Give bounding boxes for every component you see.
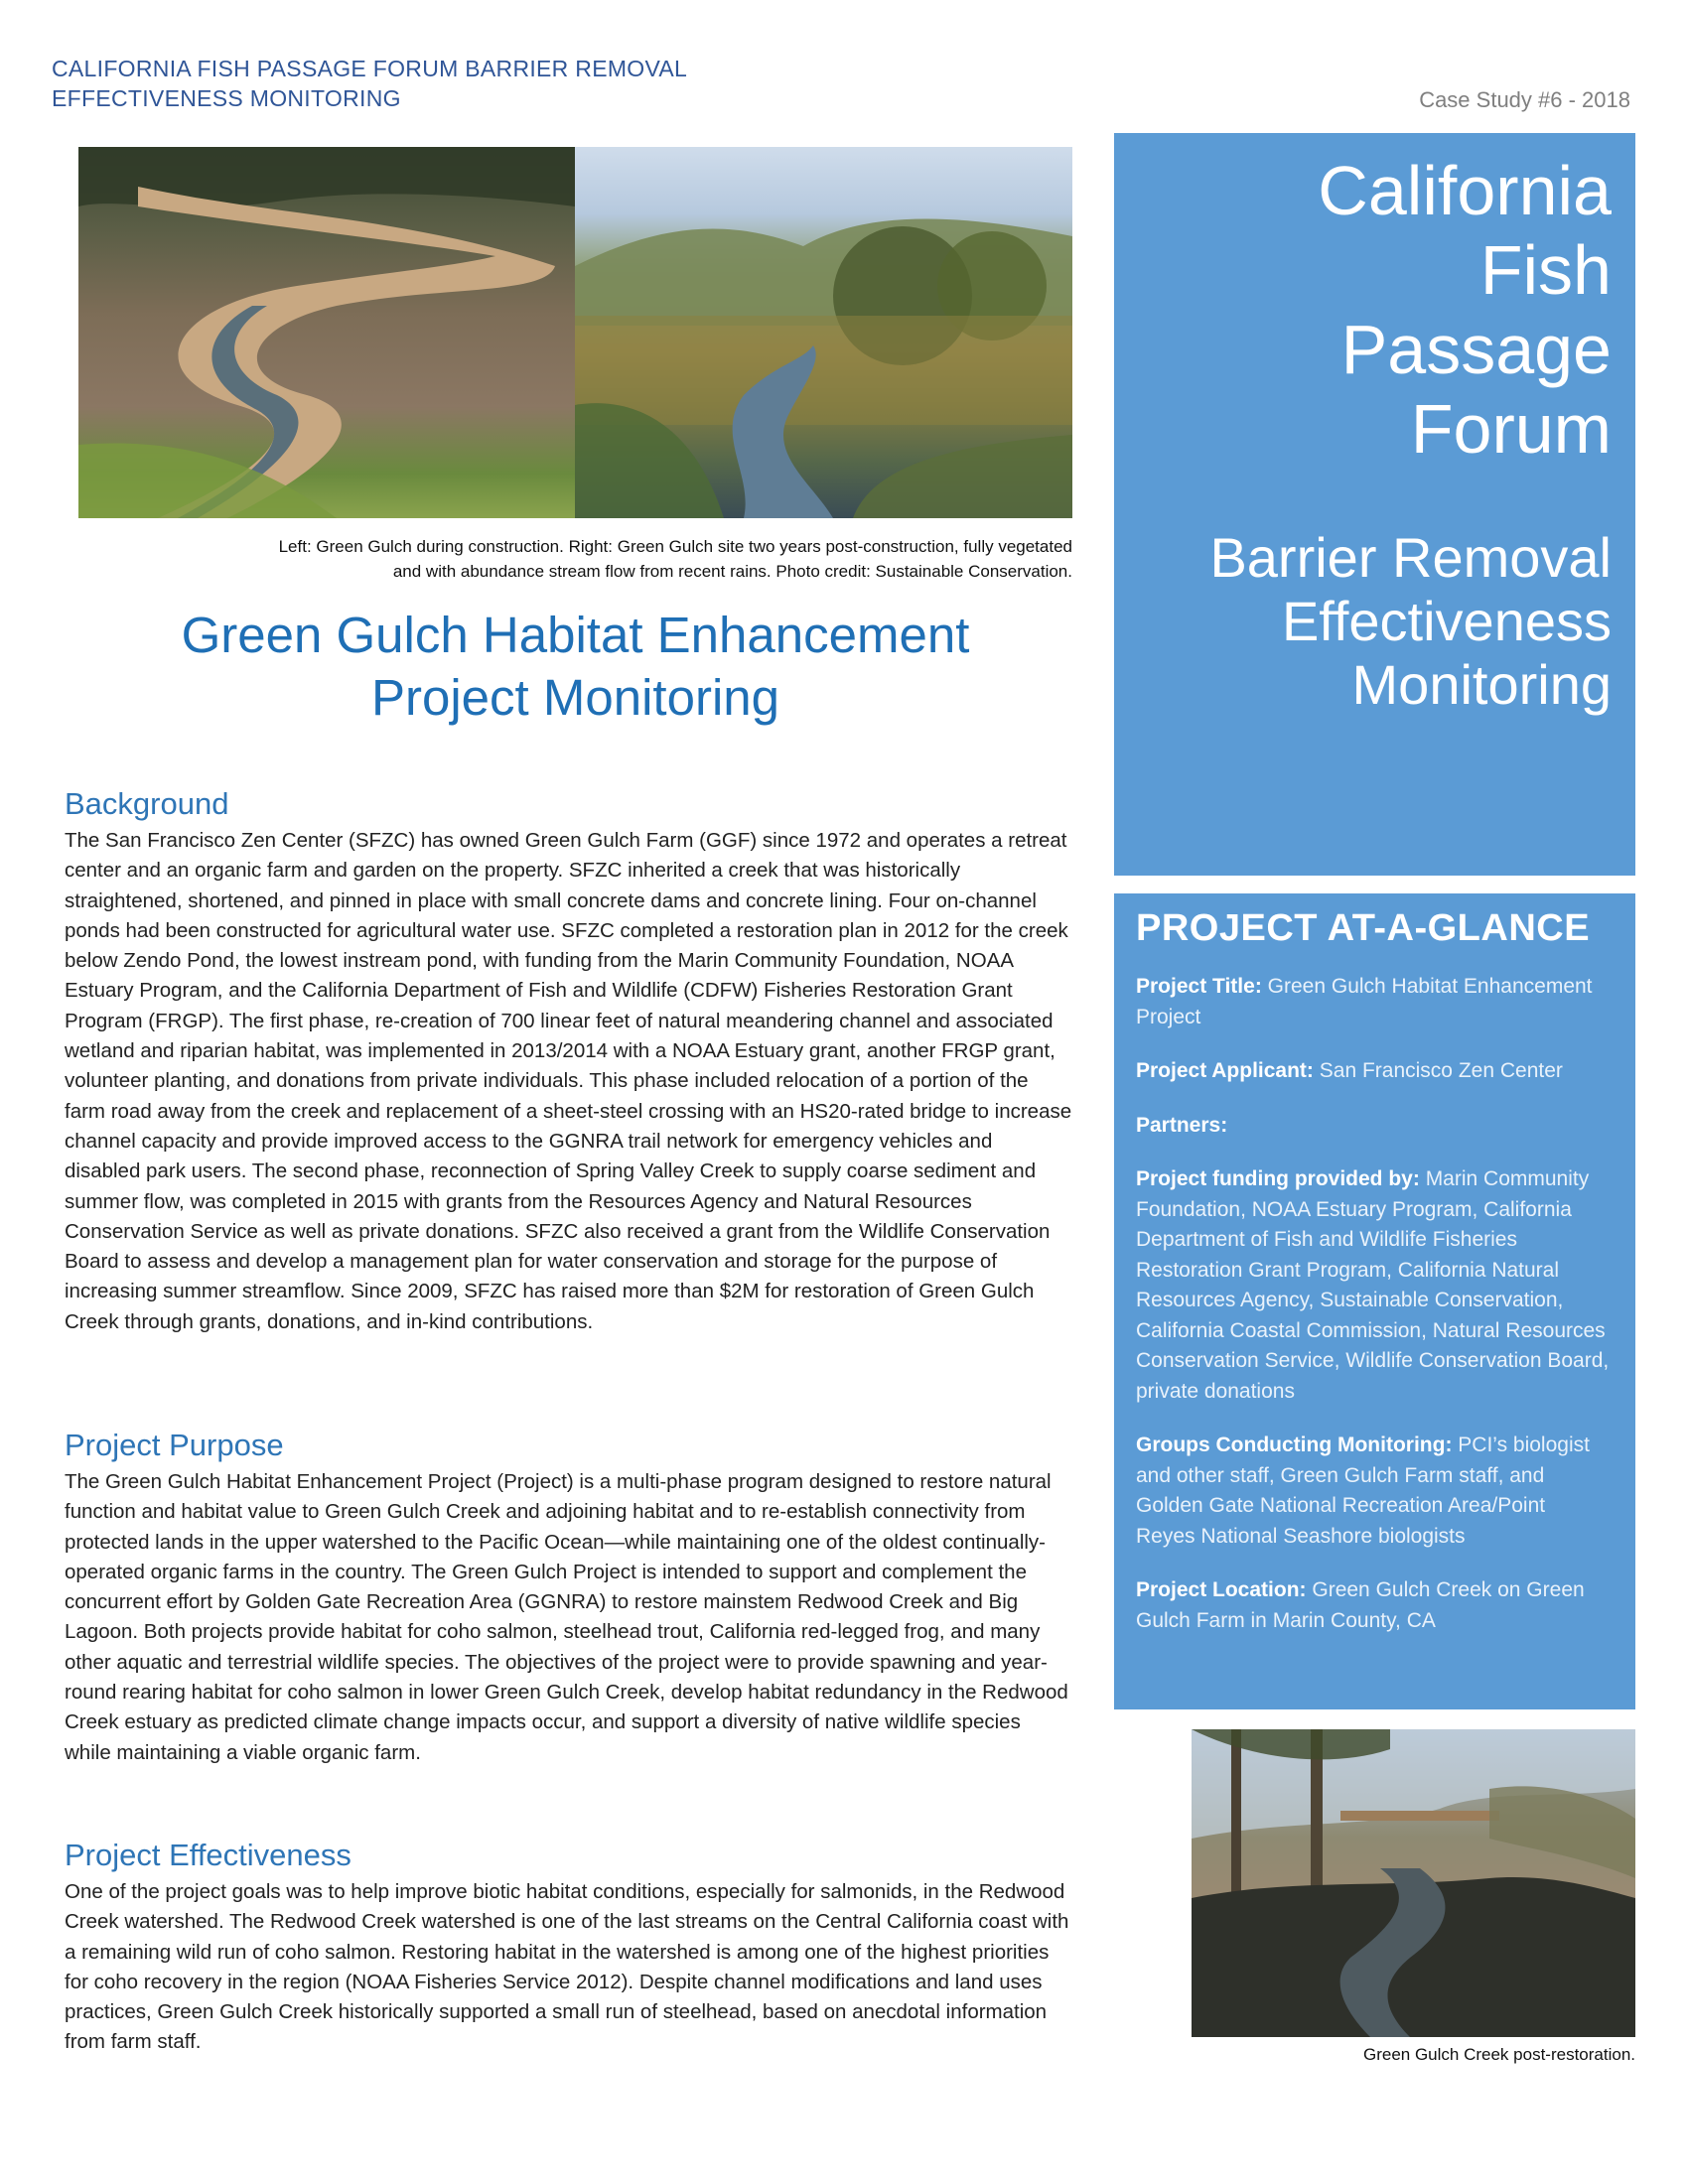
effectiveness-text: One of the project goals was to help improve biotic habitat conditions, especially for salmonids, in the Redwood Creek watershed. The Redwood Creek watershed is one of the last streams on the Central California coast with a remaining wild run of coho salmon. Restoring habitat in the watershed is among one of the highest priorities for coho recovery in the region (NOAA Fisheries Service 2012). Despite channel modifications and land uses practices, Green Gulch Creek historically supported a small run of steelhead, based on anecdotal information from farm staff. <box>65 1880 1069 2054</box>
forum-subtitle-line: Monitoring <box>1351 653 1612 716</box>
glance-value: PCI’s biologist and other staff, Green Gulch Farm staff, and Golden Gate National Recreation Area/Point Reyes National Seashore biologists <box>1136 1433 1590 1548</box>
forum-name-line: Forum <box>1410 390 1612 468</box>
document-header <box>52 54 767 113</box>
post-restoration-photo <box>1192 1729 1635 2037</box>
glance-value: Marin Community Foundation, NOAA Estuary Program, California Department of Fish and Wildlife Fisheries Restoration Grant Program, California Natural Resources Agency, Sustainable Conservation, California Coastal Commission, Natural Resources Conservation Service, Wildlife Conservation Board, private donations <box>1136 1167 1610 1403</box>
glance-item-funding <box>1136 1164 1610 1407</box>
post-construction-photo <box>575 147 1072 518</box>
forum-name-line: Passage <box>1340 311 1612 388</box>
glance-label: Project Title: <box>1136 975 1262 998</box>
top-photo-pair <box>78 147 1072 518</box>
glance-item-applicant <box>1136 1056 1610 1087</box>
header-line-2: EFFECTIVENESS MONITORING <box>52 85 401 111</box>
glance-value: Green Gulch Habitat Enhancement Project <box>1136 975 1593 1028</box>
top-caption-line-1: Left: Green Gulch during construction. Right: Green Gulch site two years post-construction, fully vegetated <box>278 537 1072 556</box>
top-photo-caption <box>78 534 1072 584</box>
purpose-heading: Project Purpose <box>65 1428 284 1462</box>
document-title <box>78 604 1072 729</box>
purpose-text: The Green Gulch Habitat Enhancement Project (Project) is a multi-phase program designed to restore natural function and habitat value to Green Gulch Creek and adjoining habitat and to re-establish connectivity from protected lands in the upper watershed to the Pacific Ocean—while maintaining one of the oldest continually-operated organic farms in the country. The Green Gulch Project is intended to support and complement the concurrent effort by Golden Gate Recreation Area (GGNRA) to restore mainstem Redwood Creek and Big Lagoon. Both projects provide habitat for coho salmon, steelhead trout, California red-legged frog, and many other aquatic and terrestrial wildlife species. The objectives of the project were to provide spawning and year-round rearing habitat for coho salmon in lower Green Gulch Creek, develop habitat redundancy in the Redwood Creek estuary as predicted climate change impacts occur, and support a diversity of native wildlife species while maintaining a viable organic farm. <box>65 1470 1068 1764</box>
forum-title-box <box>1114 133 1635 876</box>
glance-item-location <box>1136 1575 1610 1636</box>
glance-label: Partners: <box>1136 1113 1228 1137</box>
header-line-1: CALIFORNIA FISH PASSAGE FORUM BARRIER REMOVAL <box>52 56 688 81</box>
construction-photo <box>78 147 575 518</box>
title-line-2: Project Monitoring <box>370 669 779 726</box>
forum-subtitle <box>1114 526 1612 717</box>
glance-label: Project funding provided by: <box>1136 1167 1420 1190</box>
forum-subtitle-line: Effectiveness <box>1281 590 1612 652</box>
effectiveness-heading: Project Effectiveness <box>65 1838 352 1872</box>
forum-subtitle-line: Barrier Removal <box>1209 526 1612 589</box>
glance-heading: PROJECT AT-A-GLANCE <box>1136 907 1591 949</box>
glance-label: Groups Conducting Monitoring: <box>1136 1433 1453 1456</box>
bottom-photo-caption: Green Gulch Creek post-restoration. <box>1362 2045 1635 2064</box>
title-line-1: Green Gulch Habitat Enhancement <box>181 607 970 663</box>
top-caption-line-2: and with abundance stream flow from recent rains. Photo credit: Sustainable Conservation. <box>392 562 1072 581</box>
glance-label: Project Applicant: <box>1136 1059 1314 1082</box>
project-at-a-glance-box <box>1114 893 1635 1709</box>
glance-item-title <box>1136 972 1610 1032</box>
glance-value: Green Gulch Creek on Green Gulch Farm in Marin County, CA <box>1136 1578 1585 1632</box>
glance-value: San Francisco Zen Center <box>1319 1059 1563 1082</box>
glance-label: Project Location: <box>1136 1578 1307 1601</box>
glance-item-monitoring-groups <box>1136 1431 1610 1552</box>
forum-name-line: California <box>1318 152 1612 229</box>
background-heading: Background <box>65 786 229 821</box>
background-text: The San Francisco Zen Center (SFZC) has owned Green Gulch Farm (GGF) since 1972 and operates a retreat center and an organic farm and garden on the property. SFZC inherited a creek that was historically straightened, shortened, and pinned in place with small concrete dams and concrete lining. Four on-channel ponds had been constructed for agricultural water use. SFZC completed a restoration plan in 2012 for the creek below Zendo Pond, the lowest instream pond, with funding from the Marin Community Foundation, NOAA Estuary Program, and the California Department of Fish and Wildlife (CDFW) Fisheries Restoration Grant Program (FRGP). The first phase, re-creation of 700 linear feet of natural meandering channel and associated wetland and riparian habitat, was implemented in 2013/2014 with a NOAA Estuary grant, another FRGP grant, volunteer planting, and donations from private individuals. This phase included relocation of a portion of the farm road away from the creek and replacement of a sheet-steel crossing with an HS20-rated bridge to increase channel capacity and provide improved access to the GGNRA trail network for emergency vehicles and disabled park users. The second phase, reconnection of Spring Valley Creek to supply coarse sediment and summer flow, was completed in 2015 with grants from the Resources Agency and Natural Resources Conservation Service as well as private donations. SFZC also received a grant from the Wildlife Conservation Board to assess and develop a management plan for water conservation and storage for the purpose of increasing summer streamflow. Since 2009, SFZC has raised more than $2M for restoration of Green Gulch Creek through grants, donations, and in-kind contributions. <box>65 829 1072 1333</box>
forum-name-line: Fish <box>1479 231 1612 309</box>
glance-item-partners <box>1136 1111 1610 1142</box>
case-study-label: Case Study #6 - 2018 <box>1419 87 1630 112</box>
forum-name <box>1114 151 1612 469</box>
